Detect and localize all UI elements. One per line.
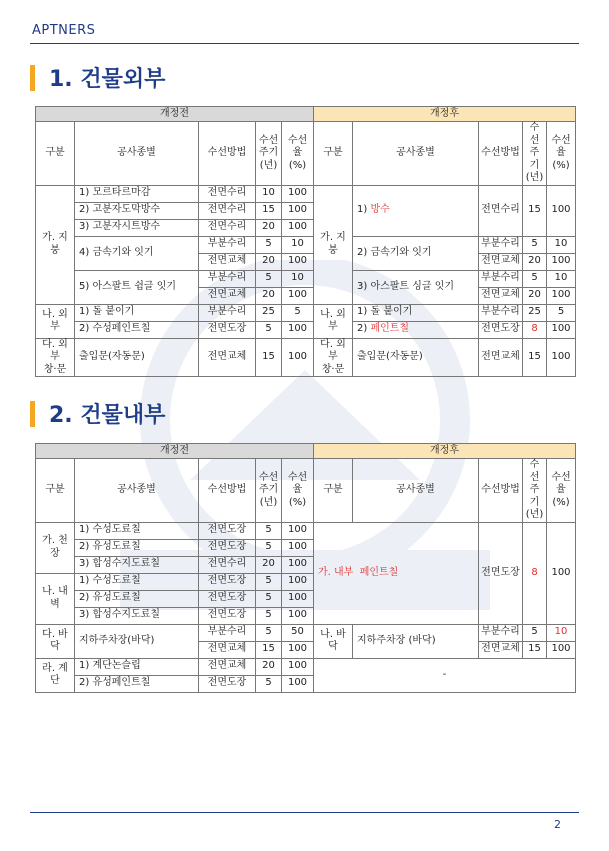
method-cell: 전면교체 [199, 658, 256, 675]
rate-cell: 100 [547, 522, 576, 624]
rate-cell: 100 [282, 556, 314, 573]
rate-cell: 10 [282, 270, 314, 287]
method-cell: 전면도장 [199, 590, 256, 607]
cycle-cell: 20 [523, 287, 547, 304]
col-rate: 수선율 (%) [282, 122, 314, 186]
rate-cell: 100 [282, 573, 314, 590]
footer-divider [30, 812, 579, 813]
col-work: 공사종별 [353, 459, 479, 523]
work-changed: 방수 [370, 204, 390, 216]
method-cell: 전면교체 [479, 253, 523, 270]
cycle-cell: 15 [256, 641, 282, 658]
header-divider [30, 43, 579, 44]
group-label: 나. 내벽 [36, 573, 75, 624]
brand-logo-text: APTNERS [32, 23, 96, 38]
cycle-cell: 20 [256, 556, 282, 573]
work-cell: 5) 아스팔트 쉼글 잇기 [75, 270, 199, 304]
work-cell: 2) 금속기와 잇기 [353, 236, 479, 270]
col-gubun: 구분 [314, 459, 353, 523]
cycle-cell: 20 [256, 287, 282, 304]
work-cell [314, 522, 479, 624]
section-title-text: 2. 건물내부 [49, 403, 166, 428]
method-cell: 전면수리 [199, 556, 256, 573]
method-cell: 부분수리 [199, 624, 256, 641]
method-cell: 전면교체 [199, 253, 256, 270]
work-changed: 페인트칠 [370, 323, 410, 335]
work-cell: 3) 합성수지도료칠 [75, 607, 199, 624]
method-cell: 전면도장 [199, 539, 256, 556]
cycle-cell: 15 [523, 185, 547, 236]
group-after: 개정후 [314, 444, 576, 459]
method-cell: 전면도장 [199, 573, 256, 590]
title-accent-bar [30, 65, 35, 91]
cycle-cell: 25 [523, 304, 547, 321]
col-gubun: 구분 [36, 122, 75, 186]
col-work: 공사종별 [75, 459, 199, 523]
rate-cell: 5 [547, 304, 576, 321]
col-rate: 수선율 (%) [547, 122, 576, 186]
work-cell: 1) 돌 붙이기 [353, 304, 479, 321]
col-cycle: 수선 주기 (년) [523, 122, 547, 186]
group-label: 나. 외부 [314, 304, 353, 338]
col-method: 수선방법 [479, 122, 523, 186]
work-cell: 2) 유성도료칠 [75, 590, 199, 607]
empty-cell: - [314, 658, 576, 692]
cycle-cell: 5 [256, 675, 282, 692]
cycle-cell: 5 [256, 573, 282, 590]
work-cell: 1) 돌 붙이기 [75, 304, 199, 321]
rate-cell: 100 [282, 219, 314, 236]
section-title-interior [30, 398, 165, 429]
cycle-cell: 15 [256, 202, 282, 219]
col-cycle: 수선 주기 (년) [523, 459, 547, 523]
work-cell: 4) 금속기와 잇기 [75, 236, 199, 270]
col-rate: 수선율 (%) [547, 459, 576, 523]
col-rate: 수선율 (%) [282, 459, 314, 523]
method-cell: 부분수리 [199, 270, 256, 287]
cycle-cell: 15 [256, 338, 282, 377]
cycle-cell-changed: 8 [523, 522, 547, 624]
cycle-cell: 10 [256, 185, 282, 202]
group-label: 나. 바닥 [314, 624, 353, 658]
group-label: 다. 외부 창·문 [314, 338, 353, 377]
rate-cell: 100 [547, 321, 576, 338]
method-cell: 전면수리 [199, 185, 256, 202]
work-cell: 2) 고분자도막방수 [75, 202, 199, 219]
group-before: 개정전 [36, 444, 314, 459]
method-cell: 전면교체 [479, 287, 523, 304]
method-cell: 전면수리 [479, 185, 523, 236]
rate-cell: 100 [282, 658, 314, 675]
cycle-cell: 15 [523, 641, 547, 658]
cycle-cell: 5 [256, 236, 282, 253]
work-changed: 페인트칠 [359, 566, 399, 578]
rate-cell: 100 [282, 522, 314, 539]
cycle-cell: 20 [256, 658, 282, 675]
col-work: 공사종별 [75, 122, 199, 186]
cycle-cell: 5 [256, 270, 282, 287]
work-cell: 3) 고분자시트방수 [75, 219, 199, 236]
rate-cell: 100 [282, 675, 314, 692]
rate-cell: 50 [282, 624, 314, 641]
method-cell: 부분수리 [479, 270, 523, 287]
col-cycle: 수선 주기 (년) [256, 459, 282, 523]
group-label: 가. 천장 [36, 522, 75, 573]
work-prefix: 2) [357, 323, 371, 335]
section-title-exterior [30, 62, 165, 93]
rate-cell: 100 [547, 253, 576, 270]
rate-cell: 100 [282, 641, 314, 658]
rate-cell: 100 [547, 338, 576, 377]
rate-cell: 100 [547, 185, 576, 236]
cycle-cell: 5 [256, 607, 282, 624]
work-cell: 2) 유성도료칠 [75, 539, 199, 556]
work-cell: 2) 유성페인트칠 [75, 675, 199, 692]
page-number: 2 [554, 818, 561, 831]
col-method: 수선방법 [479, 459, 523, 523]
group-label: 라. 계단 [36, 658, 75, 692]
exterior-table [35, 106, 576, 377]
interior-table [35, 443, 576, 693]
group-after: 개정후 [314, 107, 576, 122]
rate-cell: 100 [282, 539, 314, 556]
work-cell: 3) 합성수지도료칠 [75, 556, 199, 573]
cycle-cell: 5 [523, 624, 547, 641]
method-cell: 전면도장 [479, 321, 523, 338]
work-cell: 출입문(자동문) [353, 338, 479, 377]
method-cell: 부분수리 [199, 236, 256, 253]
rate-cell: 100 [282, 338, 314, 377]
method-cell: 전면도장 [199, 522, 256, 539]
method-cell: 부분수리 [479, 236, 523, 253]
rate-cell: 10 [282, 236, 314, 253]
col-gubun: 구분 [36, 459, 75, 523]
work-cell: 지하주차장(바닥) [75, 624, 199, 658]
cycle-cell: 5 [256, 321, 282, 338]
group-label: 가. 지붕 [314, 185, 353, 304]
cycle-cell: 5 [256, 539, 282, 556]
cycle-cell: 20 [256, 253, 282, 270]
col-cycle: 수선 주기 (년) [256, 122, 282, 186]
cycle-cell: 5 [256, 590, 282, 607]
rate-cell: 100 [282, 590, 314, 607]
group-label: 다. 외부 창·문 [36, 338, 75, 377]
rate-cell: 100 [282, 321, 314, 338]
method-cell: 부분수리 [199, 304, 256, 321]
rate-cell: 100 [282, 253, 314, 270]
cycle-cell: 20 [256, 219, 282, 236]
method-cell: 전면교체 [199, 641, 256, 658]
method-cell: 전면도장 [199, 675, 256, 692]
cycle-cell: 5 [256, 522, 282, 539]
rate-cell: 100 [282, 607, 314, 624]
group-label-changed: 가. 내부 [318, 566, 354, 578]
col-gubun: 구분 [314, 122, 353, 186]
method-cell: 부분수리 [479, 624, 523, 641]
rate-cell: 5 [282, 304, 314, 321]
cycle-cell-changed: 8 [523, 321, 547, 338]
rate-cell-changed: 10 [547, 624, 576, 641]
work-cell: 2) 수성페인트칠 [75, 321, 199, 338]
work-prefix: 1) [357, 204, 371, 216]
rate-cell: 100 [282, 287, 314, 304]
group-label: 나. 외부 [36, 304, 75, 338]
rate-cell: 10 [547, 270, 576, 287]
section-title-text: 1. 건물외부 [49, 67, 166, 92]
method-cell: 전면수리 [199, 219, 256, 236]
work-cell [353, 185, 479, 236]
work-cell: 1) 계단논슬립 [75, 658, 199, 675]
rate-cell: 100 [547, 287, 576, 304]
method-cell: 전면교체 [479, 641, 523, 658]
group-before: 개정전 [36, 107, 314, 122]
rate-cell: 10 [547, 236, 576, 253]
method-cell: 전면교체 [199, 338, 256, 377]
method-cell: 전면교체 [199, 287, 256, 304]
cycle-cell: 20 [523, 253, 547, 270]
group-label: 가. 지붕 [36, 185, 75, 304]
work-cell [353, 321, 479, 338]
col-work: 공사종별 [353, 122, 479, 186]
work-cell: 1) 모르타르마감 [75, 185, 199, 202]
col-method: 수선방법 [199, 122, 256, 186]
group-label: 다. 바닥 [36, 624, 75, 658]
work-cell: 1) 수성도료칠 [75, 522, 199, 539]
work-cell: 1) 수성도료칠 [75, 573, 199, 590]
cycle-cell: 15 [523, 338, 547, 377]
method-cell: 전면수리 [199, 202, 256, 219]
cycle-cell: 5 [523, 236, 547, 253]
work-cell: 지하주차장 (바닥) [353, 624, 479, 658]
work-cell: 3) 아스팔트 싱글 잇기 [353, 270, 479, 304]
col-method: 수선방법 [199, 459, 256, 523]
method-cell: 전면교체 [479, 338, 523, 377]
cycle-cell: 5 [523, 270, 547, 287]
work-cell: 출입문(자동문) [75, 338, 199, 377]
cycle-cell: 25 [256, 304, 282, 321]
title-accent-bar [30, 401, 35, 427]
method-cell: 부분수리 [479, 304, 523, 321]
rate-cell: 100 [282, 202, 314, 219]
rate-cell: 100 [282, 185, 314, 202]
method-cell: 전면도장 [199, 607, 256, 624]
rate-cell: 100 [547, 641, 576, 658]
method-cell: 전면도장 [199, 321, 256, 338]
cycle-cell: 5 [256, 624, 282, 641]
method-cell: 전면도장 [479, 522, 523, 624]
